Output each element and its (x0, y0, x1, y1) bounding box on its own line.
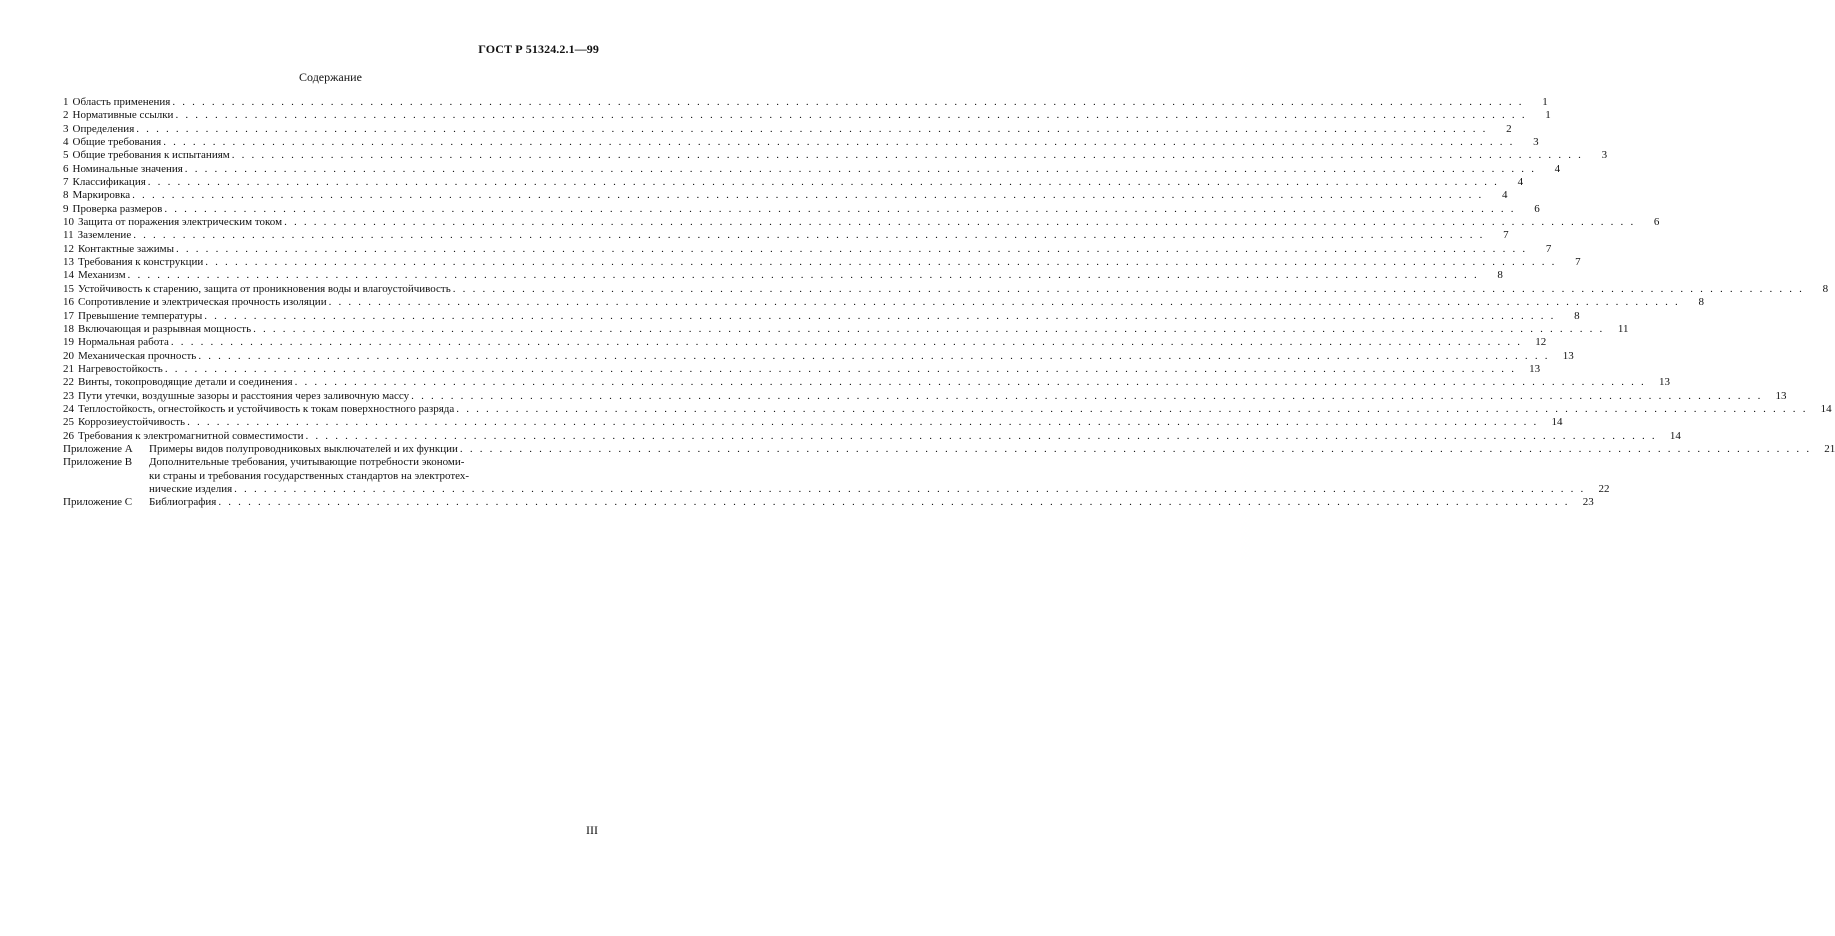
dot-leader (306, 430, 1657, 443)
toc-entry[interactable] (63, 362, 1541, 376)
toc-entry-page: 13 (1775, 389, 1787, 402)
toc-entry-title: Включающая и разрывная мощность (78, 322, 252, 335)
toc-entry-number: 10 (63, 216, 74, 229)
toc-entry-title: Общие требования (72, 136, 162, 149)
toc-entry[interactable] (63, 229, 1509, 242)
toc-entry[interactable] (63, 176, 1524, 189)
toc-entry-number: 21 (63, 362, 74, 375)
toc-entry-number: 23 (63, 389, 74, 402)
dot-leader (165, 363, 1516, 376)
toc-entry-number: 18 (63, 322, 74, 335)
dot-leader (163, 136, 1514, 149)
dot-leader (253, 323, 1604, 336)
toc-entry[interactable] (63, 296, 1704, 309)
appendix-page: 22 (1598, 482, 1610, 495)
dot-leader (164, 203, 1515, 216)
appendix-title-text: Дополнительные требования, учитывающие потребности экономи- (149, 456, 465, 469)
toc-entry-page: 4 (1517, 176, 1524, 189)
toc-entry-page: 14 (1669, 429, 1681, 442)
toc-entry-page: 7 (1545, 242, 1552, 255)
dot-leader (453, 283, 1804, 296)
toc-entry[interactable] (63, 202, 1540, 216)
toc-entry-number: 14 (63, 269, 74, 282)
toc-entry-number: 25 (63, 416, 74, 429)
toc-entry-number: 11 (63, 229, 74, 242)
dot-leader (187, 416, 1538, 429)
toc-entry-number: 3 (63, 122, 69, 135)
toc-entry-number: 4 (63, 136, 69, 149)
toc-entry-title: Винты, токопроводящие детали и соединения (78, 376, 293, 389)
toc-entry-title: Пути утечки, воздушные зазоры и расстояния через заливочную массу (78, 389, 410, 402)
appendix-label: Приложение В (63, 456, 133, 469)
toc-entry-page: 8 (1497, 269, 1503, 282)
toc-entry-title: Определения (72, 122, 135, 135)
toc-entry[interactable] (63, 242, 1552, 256)
toc-entry-title: Нормативные ссылки (72, 109, 174, 122)
toc-entry-page: 12 (1535, 336, 1547, 349)
toc-entry-page: 3 (1601, 149, 1608, 162)
toc-entry-number: 9 (63, 202, 69, 215)
toc-entry[interactable] (63, 162, 1561, 176)
toc-entry[interactable] (63, 216, 1660, 229)
toc-entry-number: 26 (63, 429, 74, 442)
toc-entry[interactable] (63, 429, 1681, 443)
appendix-title-line (149, 496, 1594, 509)
appendix-title-text: Библиография (149, 496, 217, 509)
toc-entry-title: Контактные зажимы (78, 242, 174, 255)
toc-appendix-entry[interactable] (63, 456, 1610, 496)
toc-entry-page: 4 (1502, 189, 1508, 202)
dot-leader (148, 176, 1499, 189)
toc-entry-number: 12 (63, 242, 74, 255)
dot-leader (232, 149, 1583, 162)
toc-entry[interactable] (63, 122, 1512, 136)
toc-entry-number: 6 (63, 162, 69, 175)
toc-entry[interactable] (63, 109, 1551, 122)
dot-leader (176, 243, 1527, 256)
toc-entry[interactable] (63, 402, 1832, 416)
appendix-label: Приложение А (63, 442, 133, 455)
toc-entry-number: 20 (63, 349, 74, 362)
toc-entry-number: 13 (63, 256, 74, 269)
dot-leader (136, 123, 1487, 136)
toc-entry-number: 19 (63, 336, 74, 349)
toc-entry-page: 6 (1653, 216, 1660, 229)
appendix-title-block (149, 496, 1594, 509)
dot-leader (133, 229, 1484, 242)
dot-leader (411, 390, 1762, 403)
toc-entry[interactable] (63, 189, 1508, 202)
toc-entry-page: 2 (1506, 122, 1512, 135)
appendix-title-line (149, 456, 1610, 469)
toc-entry-title: Нормальная работа (78, 336, 169, 349)
toc-entry-page: 8 (1574, 309, 1580, 322)
toc-entry[interactable] (63, 416, 1563, 429)
appendix-page: 21 (1824, 442, 1835, 455)
toc-entry-title: Требования к электромагнитной совместимости (78, 429, 304, 442)
toc-entry-page: 8 (1822, 282, 1829, 295)
toc-entry-page: 6 (1534, 202, 1540, 215)
dot-leader (128, 269, 1479, 282)
toc-entry-number: 2 (63, 109, 69, 122)
appendix-title-text: ки страны и требования государственных стандартов на электротех- (149, 469, 470, 482)
toc-entry-title: Требования к конструкции (78, 256, 204, 269)
dot-leader (205, 256, 1556, 269)
toc-entry[interactable] (63, 282, 1829, 296)
dot-leader (456, 403, 1807, 416)
toc-entry-page: 4 (1554, 162, 1561, 175)
toc-entry-page: 8 (1698, 296, 1704, 309)
toc-appendix-entry[interactable] (63, 442, 1835, 456)
dot-leader (295, 376, 1646, 389)
dot-leader (218, 496, 1569, 509)
toc-entry[interactable] (63, 376, 1670, 389)
toc-entry-title: Механизм (78, 269, 126, 282)
toc-entry-title: Теплостойкость, огнестойкость и устойчивость к токам поверхностного разряда (78, 402, 455, 415)
document-code: ГОСТ Р 51324.2.1—99 (478, 42, 599, 56)
dot-leader (175, 109, 1526, 122)
appendix-page: 23 (1582, 496, 1594, 509)
appendix-title-line (149, 443, 1835, 456)
toc-entry-title: Номинальные значения (72, 162, 183, 175)
dot-leader (329, 296, 1680, 309)
toc-entry-page: 7 (1575, 256, 1581, 269)
toc-entry[interactable] (63, 336, 1547, 349)
toc-entry-title: Нагревостойкость (78, 362, 163, 375)
dot-leader (171, 336, 1522, 349)
toc-entry-title: Проверка размеров (72, 202, 163, 215)
toc-entry[interactable] (63, 149, 1608, 162)
toc-entry-number: 22 (63, 376, 74, 389)
toc-entry-number: 16 (63, 296, 74, 309)
appendix-title-line (149, 483, 1610, 496)
toc-entry-number: 8 (63, 189, 69, 202)
toc-entry[interactable] (63, 389, 1787, 403)
toc-entry[interactable] (63, 269, 1503, 282)
appendix-title-text: Примеры видов полупроводниковых выключателей и их функции (149, 442, 458, 455)
toc-entry-page: 1 (1542, 96, 1548, 108)
appendix-title-text: нические изделия (149, 482, 233, 495)
toc-entry[interactable] (63, 96, 1548, 109)
toc-entry-number: 5 (63, 149, 69, 162)
appendix-label: Приложение С (63, 496, 133, 509)
toc-entry[interactable] (63, 256, 1581, 269)
toc-entry[interactable] (63, 349, 1574, 363)
toc-entry-page: 14 (1551, 416, 1563, 429)
appendix-title-line (149, 470, 1610, 483)
toc-entry[interactable] (63, 136, 1539, 149)
toc-entry-page: 1 (1545, 109, 1551, 122)
toc-entry-page: 11 (1617, 322, 1629, 335)
toc-entry-title: Общие требования к испытаниям (72, 149, 230, 162)
dot-leader (234, 483, 1585, 496)
toc-entry-title: Механическая прочность (78, 349, 197, 362)
toc-entry[interactable] (63, 322, 1629, 336)
appendix-title-block (149, 456, 1610, 496)
toc-entry-number: 7 (63, 176, 69, 189)
toc-entry-title: Область применения (72, 96, 171, 108)
dot-leader (460, 443, 1811, 456)
dot-leader (284, 216, 1635, 229)
toc-entry-number: 24 (63, 402, 74, 415)
toc-title: Содержание (299, 70, 362, 84)
toc-entry-page: 13 (1562, 349, 1574, 362)
toc-entry-page: 13 (1658, 376, 1670, 389)
toc-entry-page: 3 (1533, 136, 1539, 149)
toc-entry-title: Сопротивление и электрическая прочность изоляции (78, 296, 327, 309)
toc-entry-page: 13 (1529, 362, 1541, 375)
toc-entry-number: 1 (63, 96, 69, 108)
toc-entry-title: Защита от поражения электрическим током (78, 216, 283, 229)
toc-appendix-entry[interactable] (63, 496, 1594, 509)
toc-entry-title: Превышение температуры (78, 309, 203, 322)
toc-entry-number: 15 (63, 282, 74, 295)
appendix-title-block (149, 443, 1835, 456)
dot-leader (185, 163, 1536, 176)
toc-entry-title: Маркировка (72, 189, 131, 202)
toc-entry[interactable] (63, 309, 1580, 323)
dot-leader (172, 96, 1523, 109)
dot-leader (204, 310, 1555, 323)
table-of-contents (63, 96, 1835, 510)
toc-entry-title: Устойчивость к старению, защита от проникновения воды и влагоустойчивость (78, 282, 451, 295)
toc-entry-title: Коррозиеустойчивость (78, 416, 186, 429)
toc-entry-number: 17 (63, 309, 74, 322)
toc-entry-title: Классификация (72, 176, 146, 189)
dot-leader (198, 350, 1549, 363)
dot-leader (132, 189, 1483, 202)
toc-entry-page: 14 (1820, 402, 1832, 415)
toc-entry-title: Заземление (77, 229, 132, 242)
toc-entry-page: 7 (1503, 229, 1509, 242)
page-number: III (586, 823, 598, 837)
